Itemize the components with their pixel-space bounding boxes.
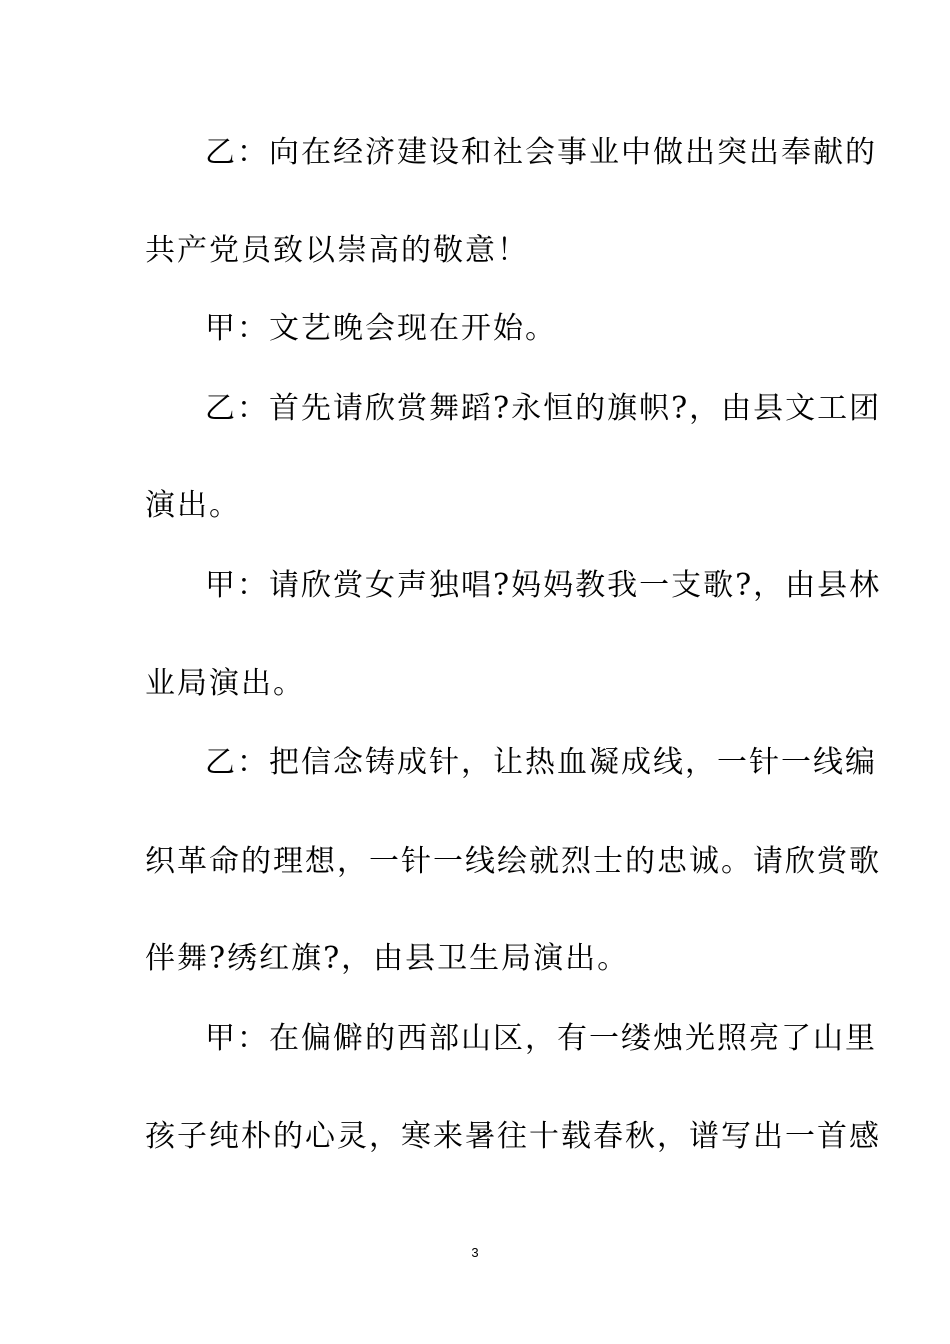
text-line-3: 甲：文艺晚会现在开始。 bbox=[205, 311, 557, 346]
text-line-1: 乙：向在经济建设和社会事业中做出突出奉献的 bbox=[205, 135, 877, 170]
text-line-5: 演出。 bbox=[145, 488, 241, 523]
text-line-12: 孩子纯朴的心灵，寒来暑往十载春秋，谱写出一首感 bbox=[145, 1119, 881, 1154]
text-line-7: 业局演出。 bbox=[145, 666, 305, 701]
text-line-4: 乙：首先请欣赏舞蹈?永恒的旗帜?，由县文工团 bbox=[205, 391, 882, 426]
text-line-8: 乙：把信念铸成针，让热血凝成线，一针一线编 bbox=[205, 745, 877, 780]
text-line-11: 甲：在偏僻的西部山区，有一缕烛光照亮了山里 bbox=[205, 1021, 877, 1056]
text-line-9: 织革命的理想，一针一线绘就烈士的忠诚。请欣赏歌 bbox=[145, 844, 881, 879]
text-line-2: 共产党员致以崇高的敬意！ bbox=[145, 233, 529, 268]
text-line-10: 伴舞?绣红旗?，由县卫生局演出。 bbox=[145, 941, 630, 976]
page-number: 3 bbox=[471, 1245, 479, 1260]
text-line-6: 甲：请欣赏女声独唱?妈妈教我一支歌?，由县林 bbox=[205, 568, 882, 603]
